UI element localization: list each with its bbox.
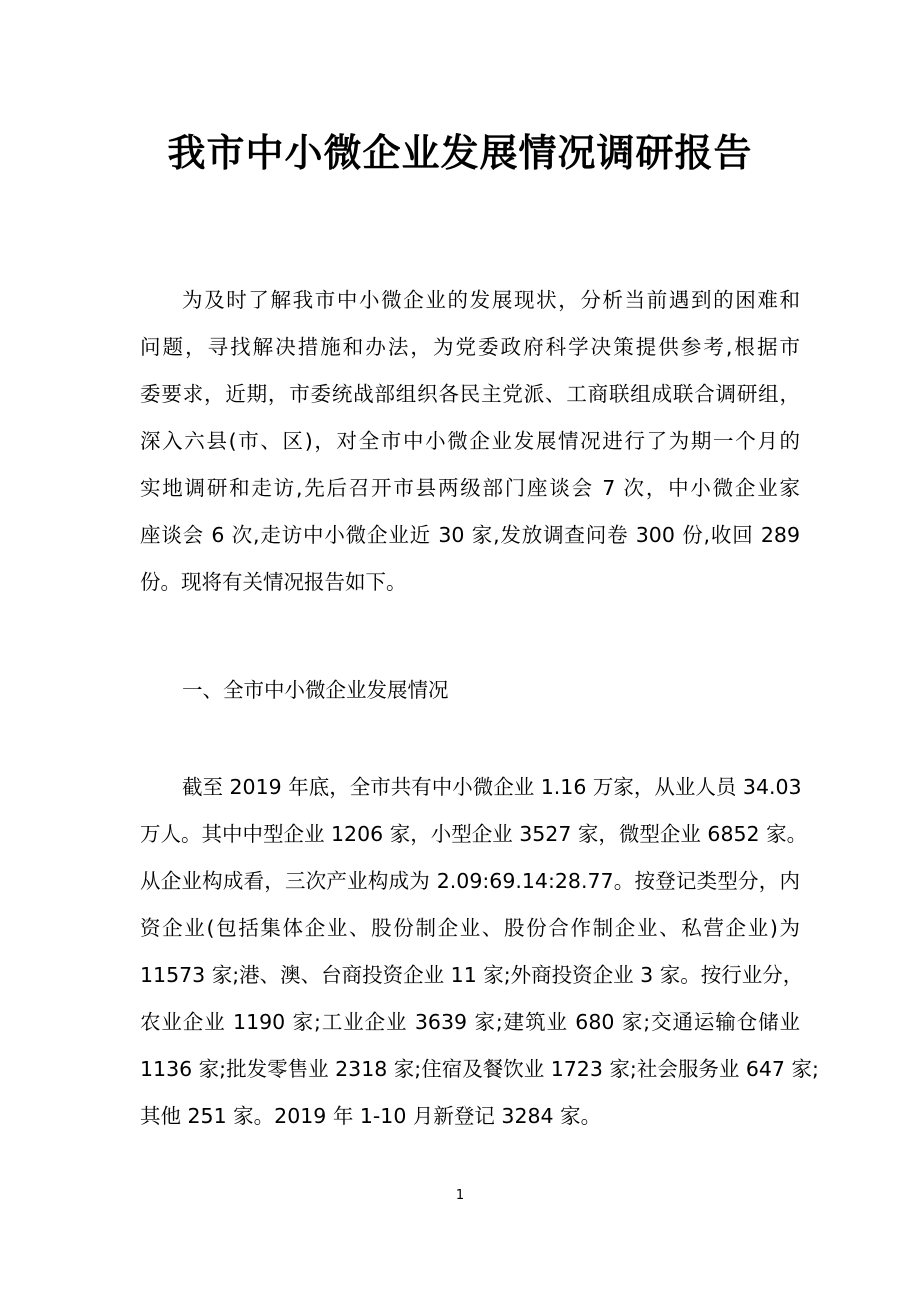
text-line: 1136 家;批发零售业 2318 家;住宿及餐饮业 1723 家;社会服务业 647 家; [140,1057,819,1081]
text-line: 深入六县(市、区)，对全市中小微企业发展情况进行了为期一个月的 [140,429,800,453]
document-title: 我市中小微企业发展情况调研报告 [167,131,753,175]
text-line: 农业企业 1190 家;工业企业 3639 家;建筑业 680 家;交通运输仓储业 [140,1010,800,1034]
text-line: 从企业构成看，三次产业构成为 2.09:69.14:28.77。按登记类型分，内 [140,869,800,893]
text-line: 座谈会 6 次,走访中小微企业近 30 家,发放调查问卷 300 份,收回 289 [140,523,800,547]
text-line: 其他 251 家。2019 年 1-10 月新登记 3284 家。 [140,1104,602,1128]
text-line: 问题，寻找解决措施和办法，为党委政府科学决策提供参考,根据市 [140,335,800,359]
text-line: 实地调研和走访,先后召开市县两级部门座谈会 7 次，中小微企业家 [140,476,800,500]
text-line: 份。现将有关情况报告如下。 [140,570,407,594]
text-line: 11573 家;港、澳、台商投资企业 11 家;外商投资企业 3 家。按行业分， [140,963,804,987]
text-line: 委要求，近期，市委统战部组织各民主党派、工商联组成联合调研组， [140,382,800,406]
text-line: 万人。其中中型企业 1206 家，小型企业 3527 家，微型企业 6852 家。 [140,822,808,846]
page-number: 1 [455,1188,465,1203]
text-line: 资企业(包括集体企业、股份制企业、股份合作制企业、私营企业)为 [140,916,800,940]
section-heading: 一、全市中小微企业发展情况 [182,678,449,702]
statistics-paragraph [140,764,819,1140]
text-line: 截至 2019 年底，全市共有中小微企业 1.16 万家，从业人员 34.03 [182,775,802,799]
text-line: 为及时了解我市中小微企业的发展现状，分析当前遇到的困难和 [182,288,800,312]
intro-paragraph [140,277,800,606]
